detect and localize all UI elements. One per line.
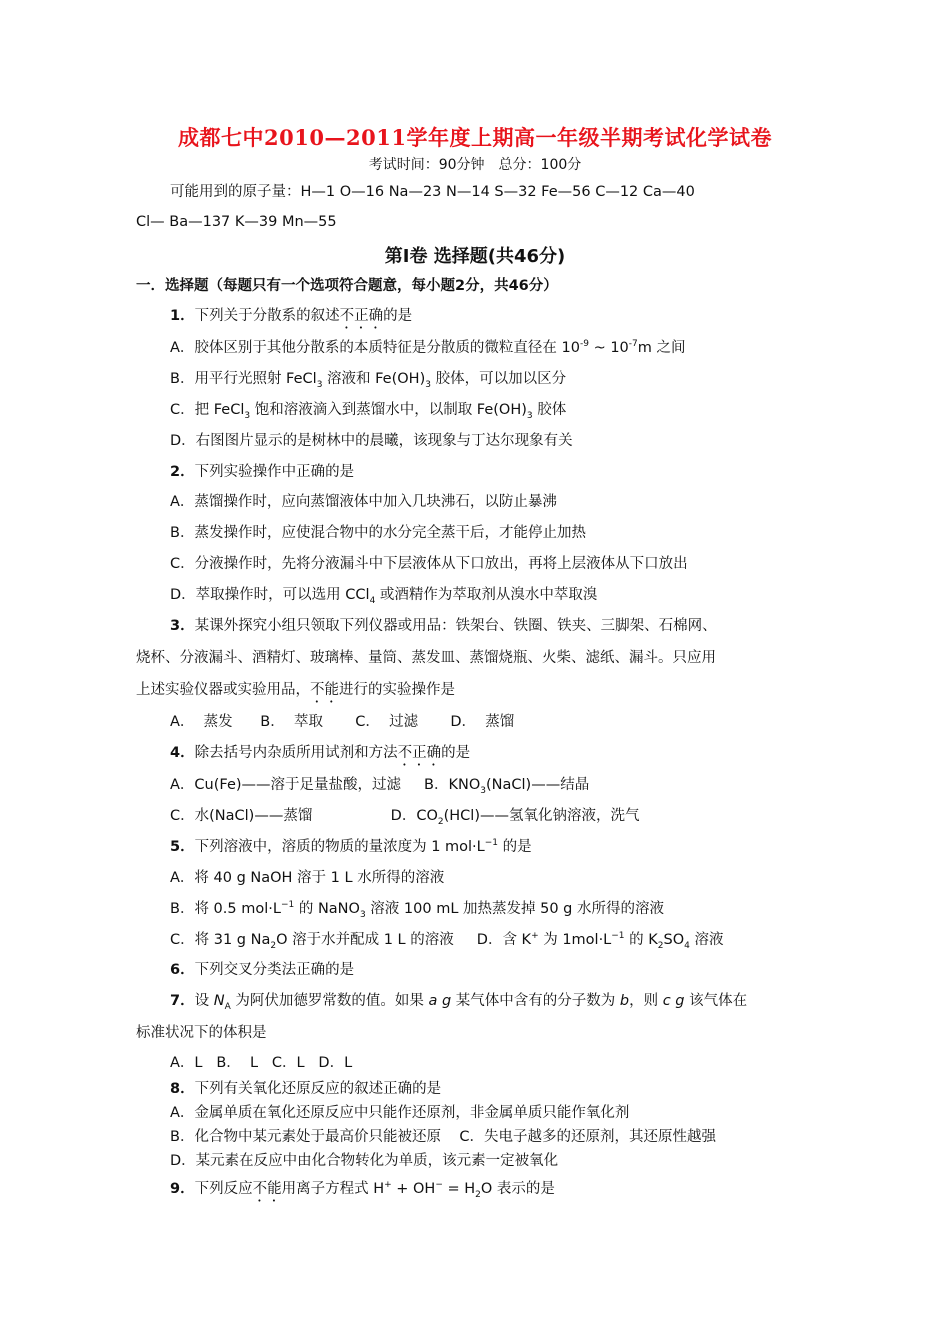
question-8-option-d: D．某元素在反应中由化合物转化为单质，该元素一定被氧化 bbox=[170, 1153, 559, 1169]
question-5-stem: 5．下列溶液中，溶质的物质的量浓度为 1 $mol\cdot L^{-1}$ 的是 bbox=[170, 838, 532, 855]
exam-subtitle: 考试时间：90分钟 总分：100分 bbox=[368, 157, 582, 173]
question-1-option-d: D．右图图片显示的是树林中的晨曦，该现象与丁达尔现象有关 bbox=[170, 433, 573, 449]
question-6-stem: 6．下列交叉分类法正确的是 bbox=[170, 962, 355, 978]
question-8-option-a: A．金属单质在氧化还原反应中只能作还原剂，非金属单质只能作氧化剂 bbox=[170, 1105, 630, 1121]
question-5-option-b: B．将 0.5 $mol\cdot L^{-1}$ 的 NaNO$_3$ 溶液 100 mL 加热蒸发掉 50 g 水所得的溶液 bbox=[170, 900, 664, 920]
question-3-stem-line-2: 烧杯、分液漏斗、酒精灯、玻璃棒、量筒、蒸发皿、蒸馏烧瓶、火柴、滤纸、漏斗。只应用 bbox=[136, 650, 716, 666]
question-7-stem-line-2: 标准状况下的体积是 bbox=[136, 1025, 267, 1041]
question-7-options: A．L B． L C．L D．L bbox=[170, 1055, 353, 1071]
question-5-option-a: A．将 40 g NaOH 溶于 1 L 水所得的溶液 bbox=[170, 870, 445, 886]
exam-title: 成都七中2010—2011学年度上期高一年级半期考试化学试卷 bbox=[178, 125, 772, 150]
question-2-option-b: B．蒸发操作时，应使混合物中的水分完全蒸干后，才能停止加热 bbox=[170, 525, 586, 541]
question-1-option-b: B．用平行光照射 FeCl$_3$ 溶液和 $Fe(OH)_3$ 胶体，可以加以区分 bbox=[170, 371, 567, 390]
question-2-option-d: D．萃取操作时，可以选用 CCl$_4$ 或酒精作为萃取剂从溴水中萃取溴 bbox=[170, 587, 598, 606]
section-heading: 一．选择题（每题只有一个选项符合题意，每小题2分，共46分） bbox=[136, 278, 558, 294]
question-7-stem-line-1: 7．设 $N_A$ 为阿伏加德罗常数的值。如果 a g 某气体中含有的分子数为 b，则 c g 该气体在 bbox=[170, 993, 748, 1012]
question-9-stem: 9．下列反应不能用离子方程式 $H^+ + OH^- = H_2O$ 表示的是 bbox=[170, 1180, 555, 1200]
question-3-options: A． 蒸发 B． 萃取 C． 过滤 D． 蒸馏 bbox=[170, 714, 515, 730]
atomic-masses-line-2: Cl— Ba—137 K—39 Mn—55 bbox=[136, 214, 337, 230]
question-5-options-cd: C．将 31 g $Na_2O$ 溶于水并配成 1 L 的溶液 D．含 K+ 为 $1mol\cdot L^{-1}$ 的 $K_2SO_4$ 溶液 bbox=[170, 931, 724, 951]
question-2-stem: 2．下列实验操作中正确的是 bbox=[170, 464, 355, 480]
question-4-options-cd: C．水(NaCl)——蒸馏 D．$CO_2(HCl)——$氢氧化钠溶液，洗气 bbox=[170, 808, 640, 827]
atomic-masses-line-1: 可能用到的原子量：H—1 O—16 Na—23 N—14 S—32 Fe—56 C—12 Ca—40 bbox=[170, 184, 695, 200]
question-1-option-a: A．胶体区别于其他分散系的本质特征是分散质的微粒直径在 $10^{-9}$ ~ $10^{-7}m$ 之间 bbox=[170, 339, 686, 356]
question-1-option-c: C．把 FeCl$_3$ 饱和溶液滴入到蒸馏水中，以制取 $Fe(OH)_3$ 胶体 bbox=[170, 402, 567, 421]
question-3-stem-line-1: 3．某课外探究小组只领取下列仪器或用品：铁架台、铁圈、铁夹、三脚架、石棉网、 bbox=[170, 618, 717, 634]
question-8-options-bc: B．化合物中某元素处于最高价只能被还原 C．失电子越多的还原剂，其还原性越强 bbox=[170, 1129, 717, 1145]
question-4-options-ab: A．Cu(Fe)——溶于足量盐酸，过滤 B．$KNO_3(NaCl)——$结晶 bbox=[170, 777, 590, 796]
section-title: 第Ⅰ卷 选择题(共46分) bbox=[384, 246, 566, 267]
question-4-stem: 4．除去括号内杂质所用试剂和方法不正确的是 bbox=[170, 745, 471, 761]
question-2-option-c: C．分液操作时，先将分液漏斗中下层液体从下口放出，再将上层液体从下口放出 bbox=[170, 556, 688, 572]
question-2-option-a: A．蒸馏操作时，应向蒸馏液体中加入几块沸石，以防止暴沸 bbox=[170, 494, 557, 510]
question-8-stem: 8．下列有关氧化还原反应的叙述正确的是 bbox=[170, 1081, 442, 1097]
question-1-stem: 1．下列关于分散系的叙述不正确的是 bbox=[170, 308, 413, 324]
question-3-stem-line-3: 上述实验仪器或实验用品，不能进行的实验操作是 bbox=[136, 682, 455, 698]
